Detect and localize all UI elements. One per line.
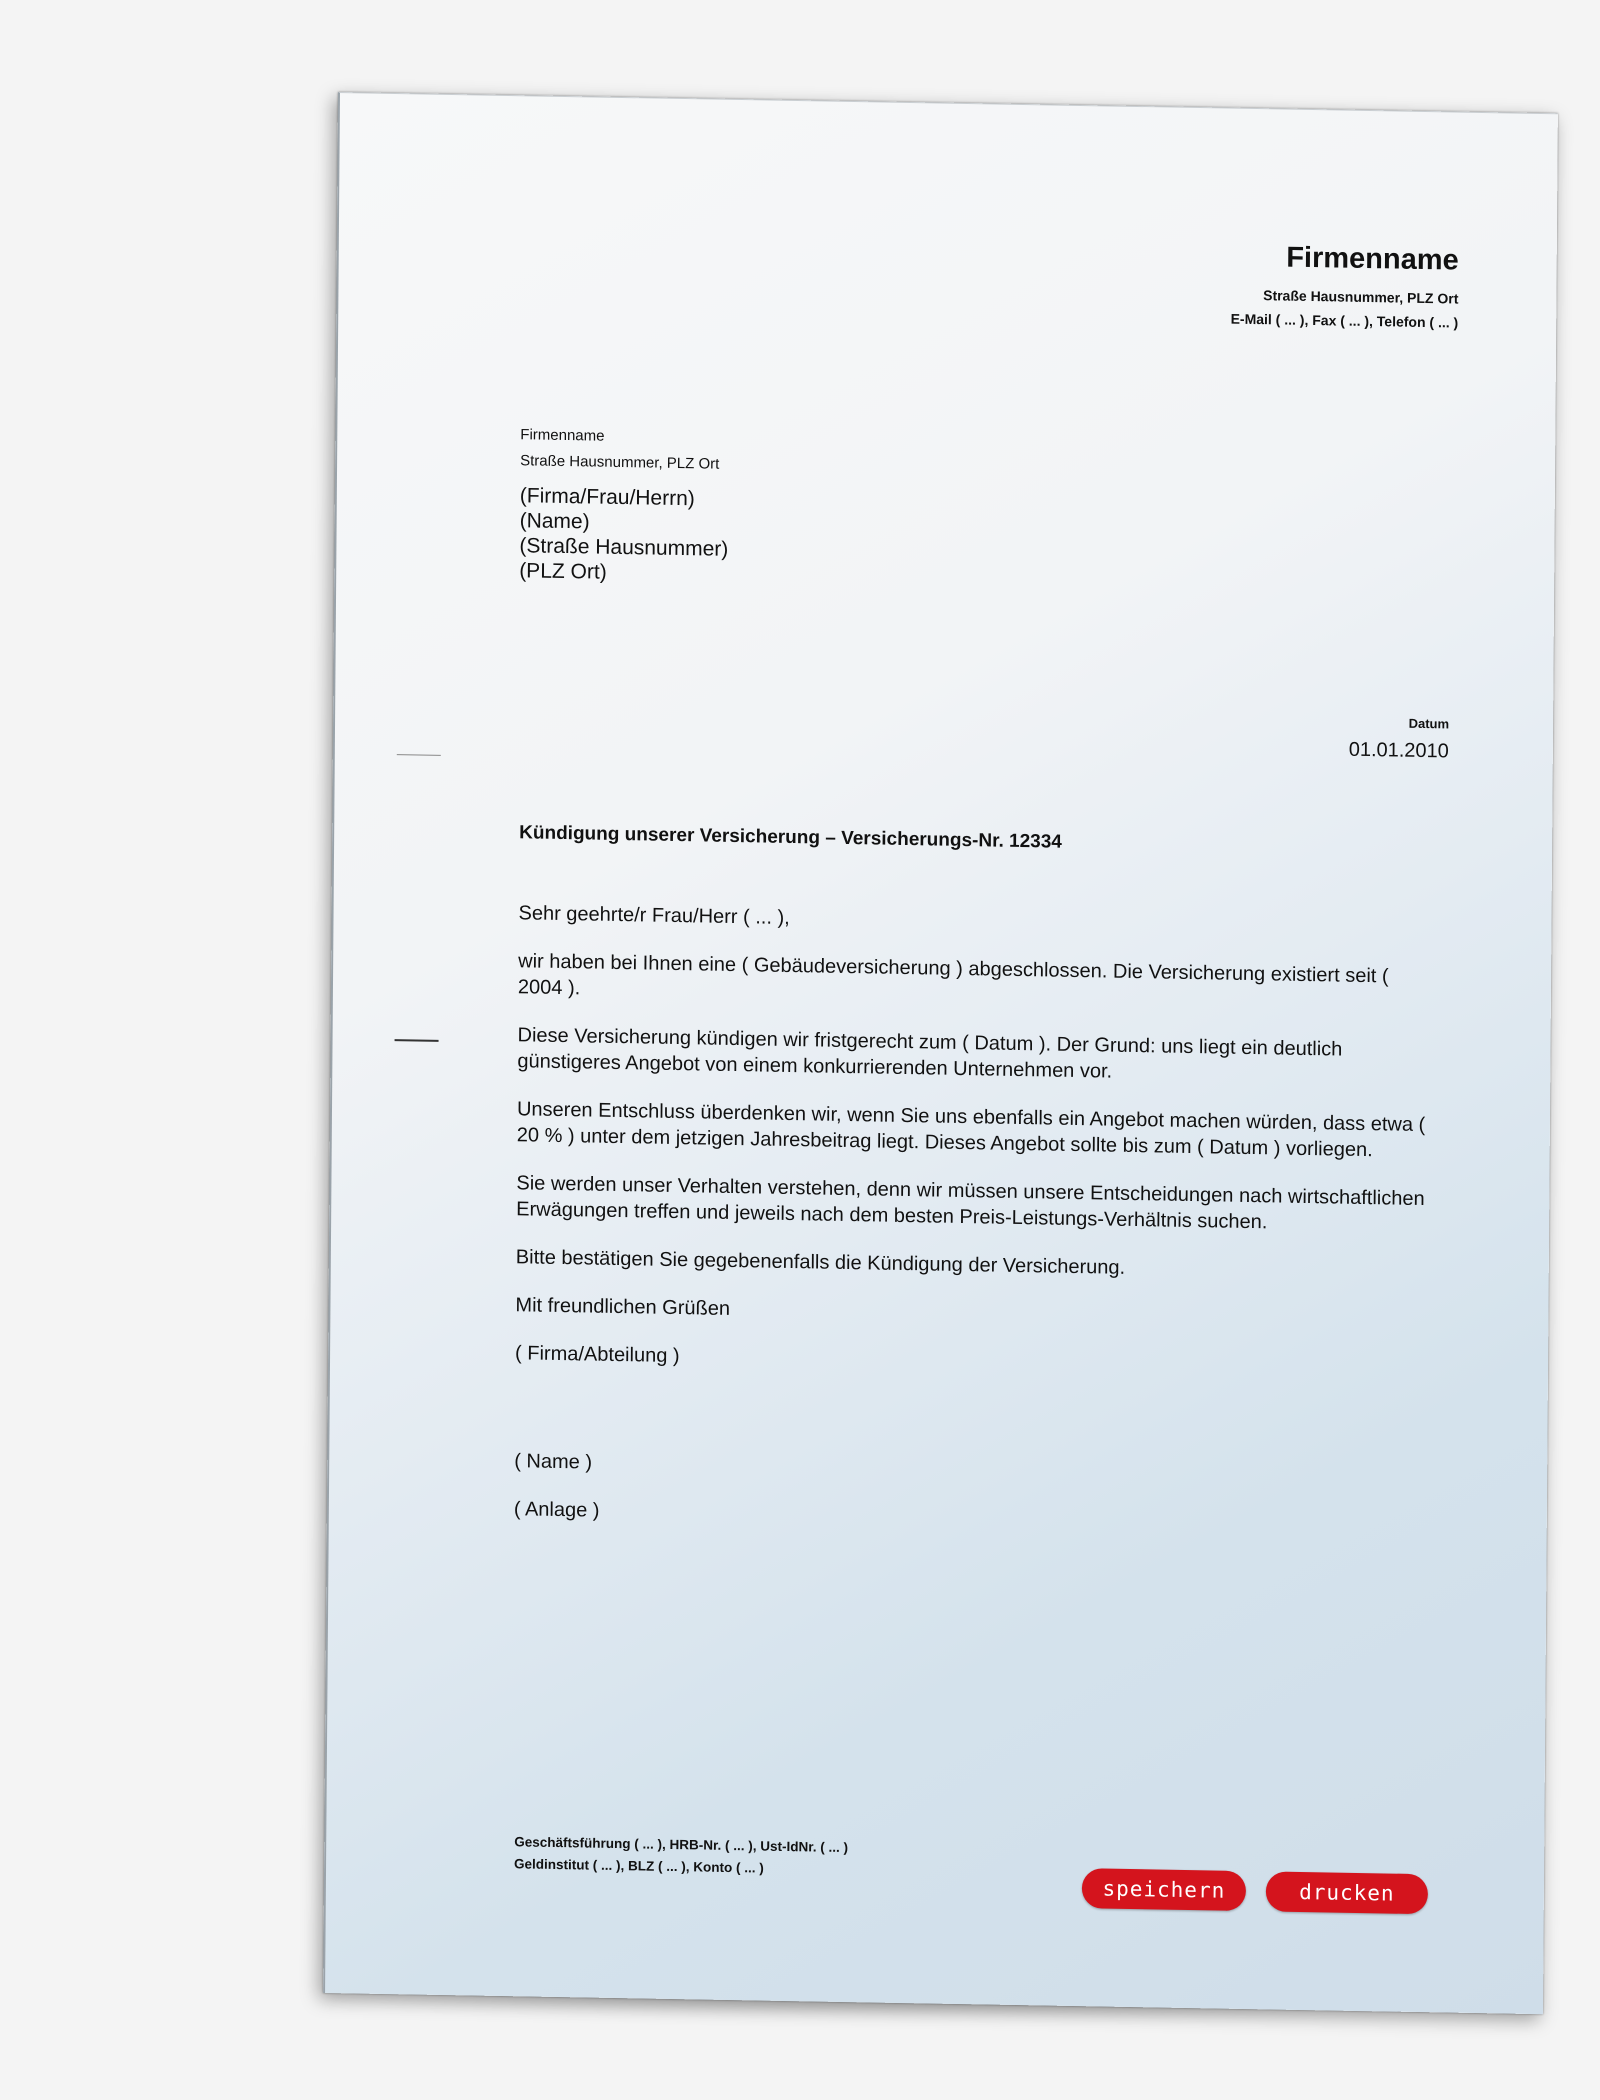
letter-footer: [514, 1831, 848, 1881]
return-address-name: Firmenname: [520, 426, 605, 445]
recipient-line-salutation: (Firma/Frau/Herrn): [519, 484, 695, 511]
fold-mark-top: [397, 754, 441, 756]
recipient-block: [519, 483, 729, 587]
letter-body: [514, 900, 1429, 1560]
save-button[interactable]: speichern: [1082, 1868, 1246, 1911]
footer-bank-info: Geldinstitut ( ... ), BLZ ( ... ), Konto ( ... ): [514, 1856, 764, 1876]
recipient-line-street: (Straße Hausnummer): [519, 534, 729, 561]
recipient-line-city: (PLZ Ort): [519, 559, 607, 584]
letter-page: [323, 92, 1558, 2014]
letterhead-address: Straße Hausnummer, PLZ Ort: [1263, 287, 1459, 307]
paragraph-1: wir haben bei Ihnen eine ( Gebäudeversicherung ) abgeschlossen. Die Versicherung existiert seit ( 2004 ).: [517, 950, 1389, 1000]
signature-name: ( Name ): [514, 1450, 593, 1474]
salutation: Sehr geehrte/r Frau/Herr ( ... ),: [518, 902, 790, 929]
print-button[interactable]: drucken: [1266, 1871, 1428, 1914]
closing: Mit freundlichen Grüßen: [515, 1294, 731, 1320]
letterhead-contact: E-Mail ( ... ), Fax ( ... ), Telefon ( ... ): [1230, 310, 1459, 331]
signature-department: ( Firma/Abteilung ): [515, 1342, 680, 1368]
date-label: Datum: [1408, 715, 1450, 732]
paragraph-5: Bitte bestätigen Sie gegebenenfalls die Kündigung der Versicherung.: [515, 1246, 1126, 1279]
paragraph-4: Sie werden unser Verhalten verstehen, denn wir müssen unsere Entscheidungen nach wirtschaftlichen Erwägungen treffen und jeweils nach dem besten Preis-Leistungs-Verhältnis suchen.: [516, 1172, 1425, 1234]
paragraph-2: Diese Versicherung kündigen wir fristgerecht zum ( Datum ). Der Grund: uns liegt ein deutlich günstigeres Angebot von einem konkurrierenden Unternehmen vor.: [517, 1024, 1343, 1083]
attachment-note: ( Anlage ): [513, 1498, 600, 1522]
recipient-line-name: (Name): [519, 509, 590, 534]
paragraph-3: Unseren Entschluss überdenken wir, wenn Sie uns ebenfalls ein Angebot machen würden, dass etwa ( 20 % ) unter dem jetzigen Jahresbeitrag liegt. Dieses Angebot sollte bis zum ( Datum ) vorliegen.: [516, 1098, 1426, 1162]
letter-subject: Kündigung unserer Versicherung – Versicherungs-Nr. 12334: [519, 822, 1062, 853]
return-address-street: Straße Hausnummer, PLZ Ort: [520, 452, 720, 473]
date-value: 01.01.2010: [1348, 738, 1449, 763]
footer-company-info: Geschäftsführung ( ... ), HRB-Nr. ( ... ), Ust-IdNr. ( ... ): [514, 1834, 849, 1856]
letterhead-company-name: Firmenname: [1286, 241, 1459, 277]
fold-mark-punch: [395, 1039, 439, 1042]
